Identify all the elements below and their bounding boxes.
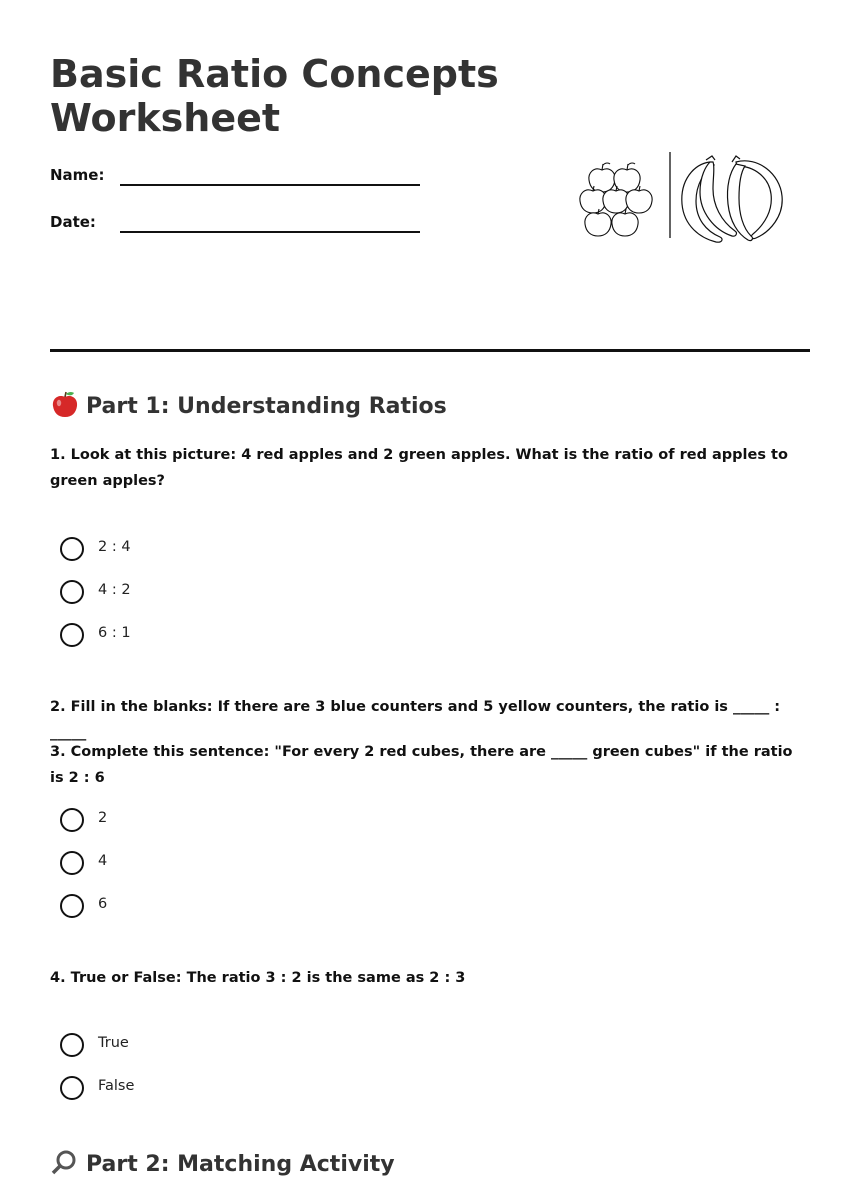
q3-option-3[interactable] — [60, 894, 360, 920]
date-input-line[interactable] — [120, 231, 420, 233]
q1-option-1[interactable] — [60, 537, 360, 563]
magnifier-icon — [50, 1148, 80, 1176]
question-3: 3. Complete this sentence: "For every 2 red cubes, there are _____ green cubes" if the ratio is 2 : 6 — [50, 744, 793, 786]
radio-button[interactable] — [60, 808, 84, 832]
apple-icon — [614, 163, 640, 192]
section-divider — [50, 349, 810, 352]
worksheet-page — [50, 0, 810, 1177]
radio-button[interactable] — [60, 1033, 84, 1057]
banana-icon — [727, 156, 782, 241]
radio-button[interactable] — [60, 851, 84, 875]
option-label: False — [98, 1078, 135, 1094]
part2-title-text: Part 2: Matching Activity — [86, 1152, 395, 1177]
option-label: 6 : 1 — [98, 625, 131, 641]
radio-button[interactable] — [60, 1076, 84, 1100]
part1-title — [50, 390, 447, 419]
part2-title — [50, 1148, 395, 1177]
q1-option-3[interactable] — [60, 623, 360, 649]
option-label: 2 : 4 — [98, 539, 131, 555]
option-label: 4 : 2 — [98, 582, 131, 598]
page-title: Basic Ratio Concepts Worksheet — [50, 52, 499, 140]
name-input-line[interactable] — [120, 184, 420, 186]
q4-option-true[interactable] — [60, 1033, 360, 1059]
option-label: 2 — [98, 810, 108, 826]
q3-option-2[interactable] — [60, 851, 360, 877]
radio-button[interactable] — [60, 894, 84, 918]
name-field — [50, 166, 420, 196]
q3-option-1[interactable] — [60, 808, 360, 834]
option-label: True — [98, 1035, 129, 1051]
q4-option-false[interactable] — [60, 1076, 360, 1102]
q1-option-2[interactable] — [60, 580, 360, 606]
date-field — [50, 213, 420, 243]
question-2: 2. Fill in the blanks: If there are 3 blue counters and 5 yellow counters, the ratio is _____ : _____ — [50, 699, 781, 741]
radio-button[interactable] — [60, 623, 84, 647]
red-apple-icon — [50, 390, 80, 418]
apples-bananas-illustration — [576, 148, 790, 244]
option-label: 4 — [98, 853, 108, 869]
radio-button[interactable] — [60, 537, 84, 561]
radio-button[interactable] — [60, 580, 84, 604]
part1-title-text: Part 1: Understanding Ratios — [86, 394, 447, 419]
apple-icon — [589, 163, 615, 192]
question-4: 4. True or False: The ratio 3 : 2 is the same as 2 : 3 — [50, 970, 466, 986]
name-label: Name: — [50, 166, 105, 184]
question-1: 1. Look at this picture: 4 red apples and 2 green apples. What is the ratio of red apples to green apples? — [50, 447, 788, 489]
option-label: 6 — [98, 896, 108, 912]
date-label: Date: — [50, 213, 96, 231]
